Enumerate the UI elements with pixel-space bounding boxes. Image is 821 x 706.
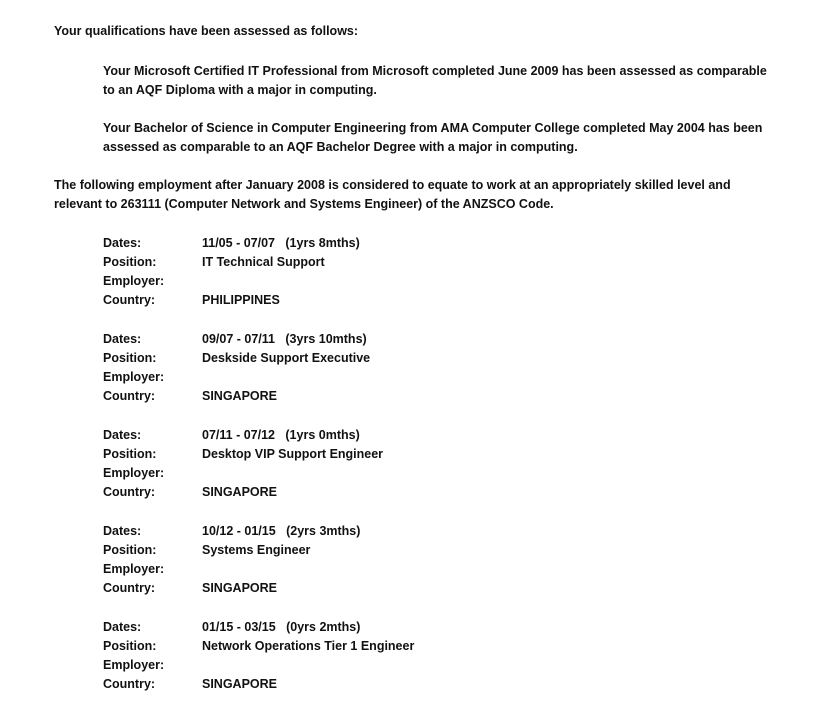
qualification-1-line-2: to an AQF Diploma with a major in computing. — [103, 83, 377, 97]
country-label: Country: — [103, 677, 156, 691]
qualification-2-line-2: assessed as comparable to an AQF Bachelor Degree with a major in computing. — [103, 140, 578, 154]
dates-row — [103, 426, 603, 445]
dates-row — [103, 234, 603, 253]
qualification-2 — [103, 119, 803, 157]
dates-label: Dates: — [103, 524, 142, 538]
assessment-intro: Your qualifications have been assessed as follows: — [54, 24, 359, 38]
country-label: Country: — [103, 293, 156, 307]
dates-label: Dates: — [103, 332, 142, 346]
employer-row — [103, 656, 603, 675]
position-row — [103, 253, 603, 272]
country-value: SINGAPORE — [202, 581, 278, 595]
dates-label: Dates: — [103, 428, 142, 442]
position-row — [103, 637, 603, 656]
dates-row — [103, 618, 603, 637]
position-label: Position: — [103, 543, 157, 557]
employer-row — [103, 560, 603, 579]
position-label: Position: — [103, 255, 157, 269]
country-label: Country: — [103, 581, 156, 595]
position-row — [103, 541, 603, 560]
dates-value: 09/07 - 07/11 (3yrs 10mths) — [202, 332, 367, 346]
position-value: Systems Engineer — [202, 543, 311, 557]
country-label: Country: — [103, 485, 156, 499]
country-label: Country: — [103, 389, 156, 403]
position-value: IT Technical Support — [202, 255, 325, 269]
position-row — [103, 445, 603, 464]
position-row — [103, 349, 603, 368]
employer-label: Employer: — [103, 370, 165, 384]
qualification-1 — [103, 62, 803, 100]
dates-label: Dates: — [103, 620, 142, 634]
country-value: SINGAPORE — [202, 389, 278, 403]
dates-value: 10/12 - 01/15 (2yrs 3mths) — [202, 524, 361, 538]
country-row — [103, 675, 603, 694]
employer-row — [103, 272, 603, 291]
dates-row — [103, 522, 603, 541]
country-value: PHILIPPINES — [202, 293, 280, 307]
employer-label: Employer: — [103, 562, 165, 576]
employer-label: Employer: — [103, 658, 165, 672]
qualification-2-line-1: Your Bachelor of Science in Computer Engineering from AMA Computer College completed May 2004 has been — [103, 121, 763, 135]
position-value: Deskside Support Executive — [202, 351, 371, 365]
position-label: Position: — [103, 351, 157, 365]
country-row — [103, 579, 603, 598]
employment-entry — [103, 618, 603, 694]
employer-label: Employer: — [103, 466, 165, 480]
country-row — [103, 291, 603, 310]
country-value: SINGAPORE — [202, 485, 278, 499]
country-row — [103, 483, 603, 502]
employment-intro-line-1: The following employment after January 2008 is considered to equate to work at an appropriately skilled level and — [54, 178, 731, 192]
employment-intro — [54, 176, 799, 214]
position-label: Position: — [103, 639, 157, 653]
employer-label: Employer: — [103, 274, 165, 288]
employment-entry — [103, 426, 603, 502]
dates-row — [103, 330, 603, 349]
employment-entry — [103, 234, 603, 310]
employer-row — [103, 464, 603, 483]
position-value: Network Operations Tier 1 Engineer — [202, 639, 415, 653]
position-label: Position: — [103, 447, 157, 461]
country-row — [103, 387, 603, 406]
employment-entry — [103, 330, 603, 406]
dates-label: Dates: — [103, 236, 142, 250]
employment-entry — [103, 522, 603, 598]
employer-row — [103, 368, 603, 387]
dates-value: 01/15 - 03/15 (0yrs 2mths) — [202, 620, 361, 634]
country-value: SINGAPORE — [202, 677, 278, 691]
dates-value: 11/05 - 07/07 (1yrs 8mths) — [202, 236, 360, 250]
employment-intro-line-2: relevant to 263111 (Computer Network and Systems Engineer) of the ANZSCO Code. — [54, 197, 554, 211]
qualification-1-line-1: Your Microsoft Certified IT Professional from Microsoft completed June 2009 has been assessed as comparable — [103, 64, 767, 78]
dates-value: 07/11 - 07/12 (1yrs 0mths) — [202, 428, 360, 442]
position-value: Desktop VIP Support Engineer — [202, 447, 384, 461]
